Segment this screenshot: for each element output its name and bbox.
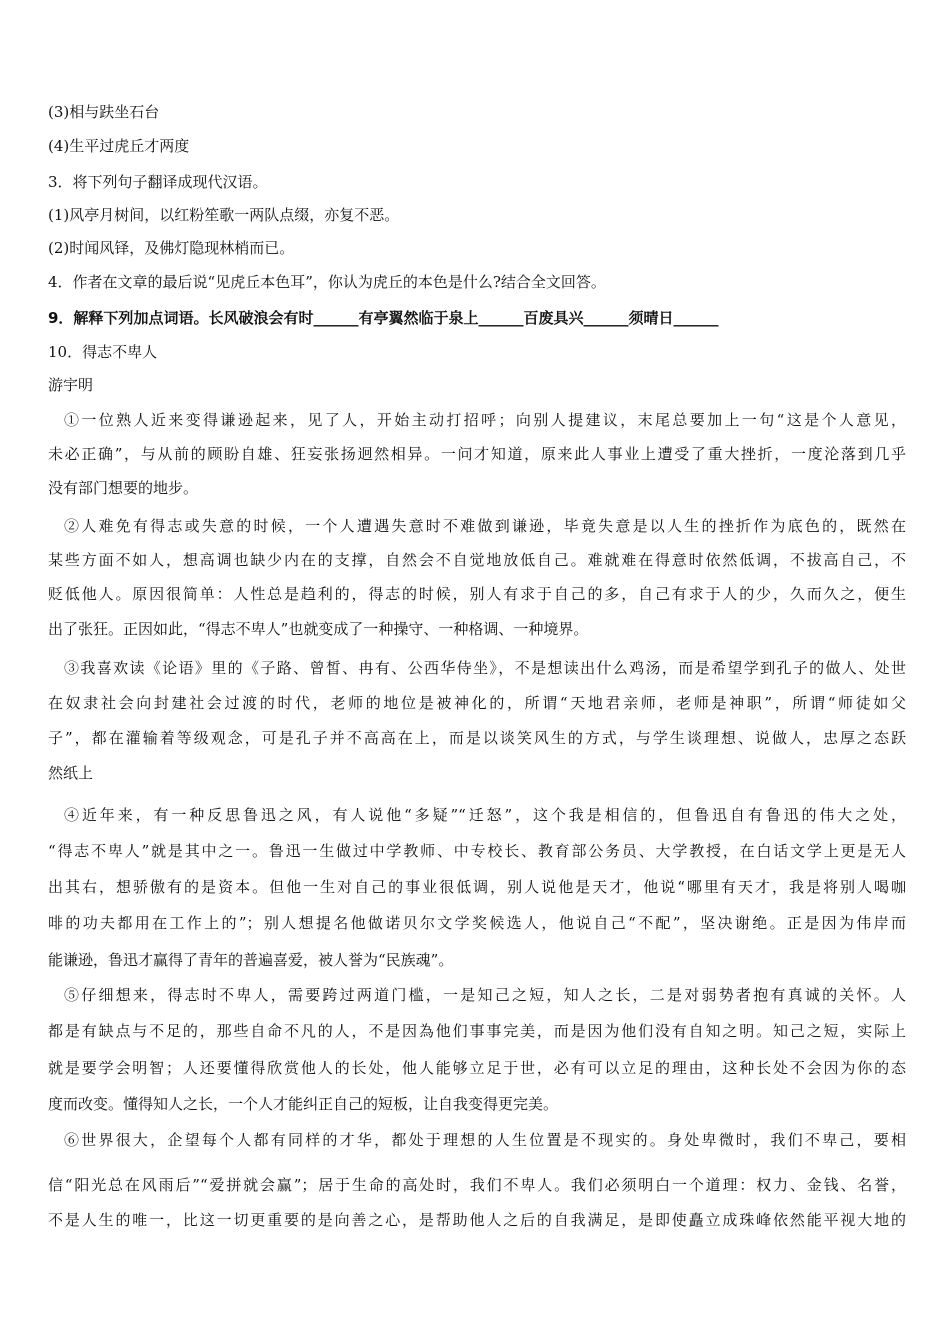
question-item: (2)时闻风铎，及佛灯隐现林梢而已。 xyxy=(48,239,295,257)
paragraph-line: 信“阳光总在风雨后”“爱拼就会赢”；居于生命的高处时，我们不卑人。我们必须明白一个道理：权力、金钱、名誉， xyxy=(48,1176,906,1194)
paragraph-line: 就是要学会明智；人还要懂得欣赏他人的长处，他人能够立足于世，必有可以立足的理由，这种长处不会因为你的态 xyxy=(48,1059,906,1077)
paragraph-line: 在奴隶社会向封建社会过渡的时代，老师的地位是被神化的，所谓“天地君亲师，老师是神职”，所谓“师徒如父 xyxy=(48,694,906,712)
paragraph-line: 度而改变。懂得知人之长，一个人才能纠正自己的短板，让自我变得更完美。 xyxy=(48,1095,559,1113)
question-item: (4)生平过虎丘才两度 xyxy=(48,137,190,155)
paragraph-line: 都是有缺点与不足的，那些自命不凡的人，不是因為他们事事完美，而是因为他们没有自知之明。知己之短，实际上 xyxy=(48,1022,906,1040)
question-item: (1)风亭月树间，以红粉笙歌一两队点缀，亦复不恶。 xyxy=(48,206,400,224)
paragraph-line: 贬低他人。原因很简单：人性总是趋利的，得志的时候，别人有求于自己的多，自己有求于人的少，久而久之，便生 xyxy=(48,585,906,603)
paragraph-line: 未必正确”，与从前的顾盼自雄、狂妄张扬迥然相异。一问才知道，原来此人事业上遭受了重大挫折，一度沦落到几乎 xyxy=(48,445,906,463)
paragraph-line: ④近年来，有一种反思鲁迅之风，有人说他“多疑”“迁怒”，这个我是相信的，但鲁迅自有鲁迅的伟大之处， xyxy=(64,806,906,824)
paragraph-line: 然纸上 xyxy=(48,764,94,782)
question-heading: 3．将下列句子翻译成现代汉语。 xyxy=(48,173,268,191)
article-author: 游宇明 xyxy=(48,376,94,394)
paragraph-line: ⑥世界很大，企望每个人都有同样的才华，都处于理想的人生位置是不现实的。身处卑微时，我们不卑己，要相 xyxy=(64,1131,906,1149)
paragraph-line: 子”，都在灌输着等级观念，可是孔子并不高高在上，而是以谈笑风生的方式，与学生谈理想、说做人，忠厚之态跃 xyxy=(48,729,906,747)
paragraph-line: 不是人生的唯一，比这一切更重要的是向善之心，是帮助他人之后的自我满足，是即使矗立成珠峰依然能平视大地的 xyxy=(48,1211,906,1229)
paragraph-line: “得志不卑人”就是其中之一。鲁迅一生做过中学教师、中专校长、教育部公务员、大学教授，在白话文学上更是无人 xyxy=(48,842,906,860)
article-title: 10．得志不卑人 xyxy=(48,343,158,361)
paragraph-line: 啡的功夫都用在工作上的”；别人想提名他做诺贝尔文学奖候选人，他说自己“不配”，坚决谢绝。正是因为伟岸而 xyxy=(48,914,906,932)
question-heading-bold: 9．解释下列加点词语。长风破浪会有时______有亭翼然临于泉上______百废具兴______须晴日______ xyxy=(48,309,719,327)
paragraph-line: ⑤仔细想来，得志时不卑人，需要跨过两道门槛，一是知己之短，知人之长，二是对弱势者抱有真诚的关怀。人 xyxy=(64,986,906,1004)
paragraph-line: 某些方面不如人，想高调也缺少内在的支撑，自然会不自觉地放低自己。难就难在得意时依然低调，不拔高自己，不 xyxy=(48,551,906,569)
question-item: (3)相与趺坐石台 xyxy=(48,103,160,121)
paragraph-line: ①一位熟人近来变得谦逊起来，见了人，开始主动打招呼；向别人提建议，末尾总要加上一句“这是个人意见， xyxy=(64,411,906,429)
paragraph-line: 没有部门想要的地步。 xyxy=(48,479,199,497)
paragraph-line: ③我喜欢读《论语》里的《子路、曾皙、冉有、公西华侍坐》，不是想读出什么鸡汤，而是希望学到孔子的做人、处世 xyxy=(64,659,906,677)
paragraph-line: 出其右，想骄傲有的是资本。但他一生对自己的事业很低调，别人说他是天才，他说“哪里有天才，我是将别人喝咖 xyxy=(48,878,906,896)
paragraph-line: 出了张狂。正因如此，“得志不卑人”也就变成了一种操守、一种格调、一种境界。 xyxy=(48,620,589,638)
question-heading: 4．作者在文章的最后说“见虎丘本色耳”，你认为虎丘的本色是什么?结合全文回答。 xyxy=(48,273,606,291)
paragraph-line: ②人难免有得志或失意的时候，一个人遭遇失意时不难做到谦逊，毕竟失意是以人生的挫折作为底色的，既然在 xyxy=(64,517,906,535)
paragraph-line: 能谦逊，鲁迅才赢得了青年的普遍喜爱，被人誉为“民族魂”。 xyxy=(48,951,454,969)
